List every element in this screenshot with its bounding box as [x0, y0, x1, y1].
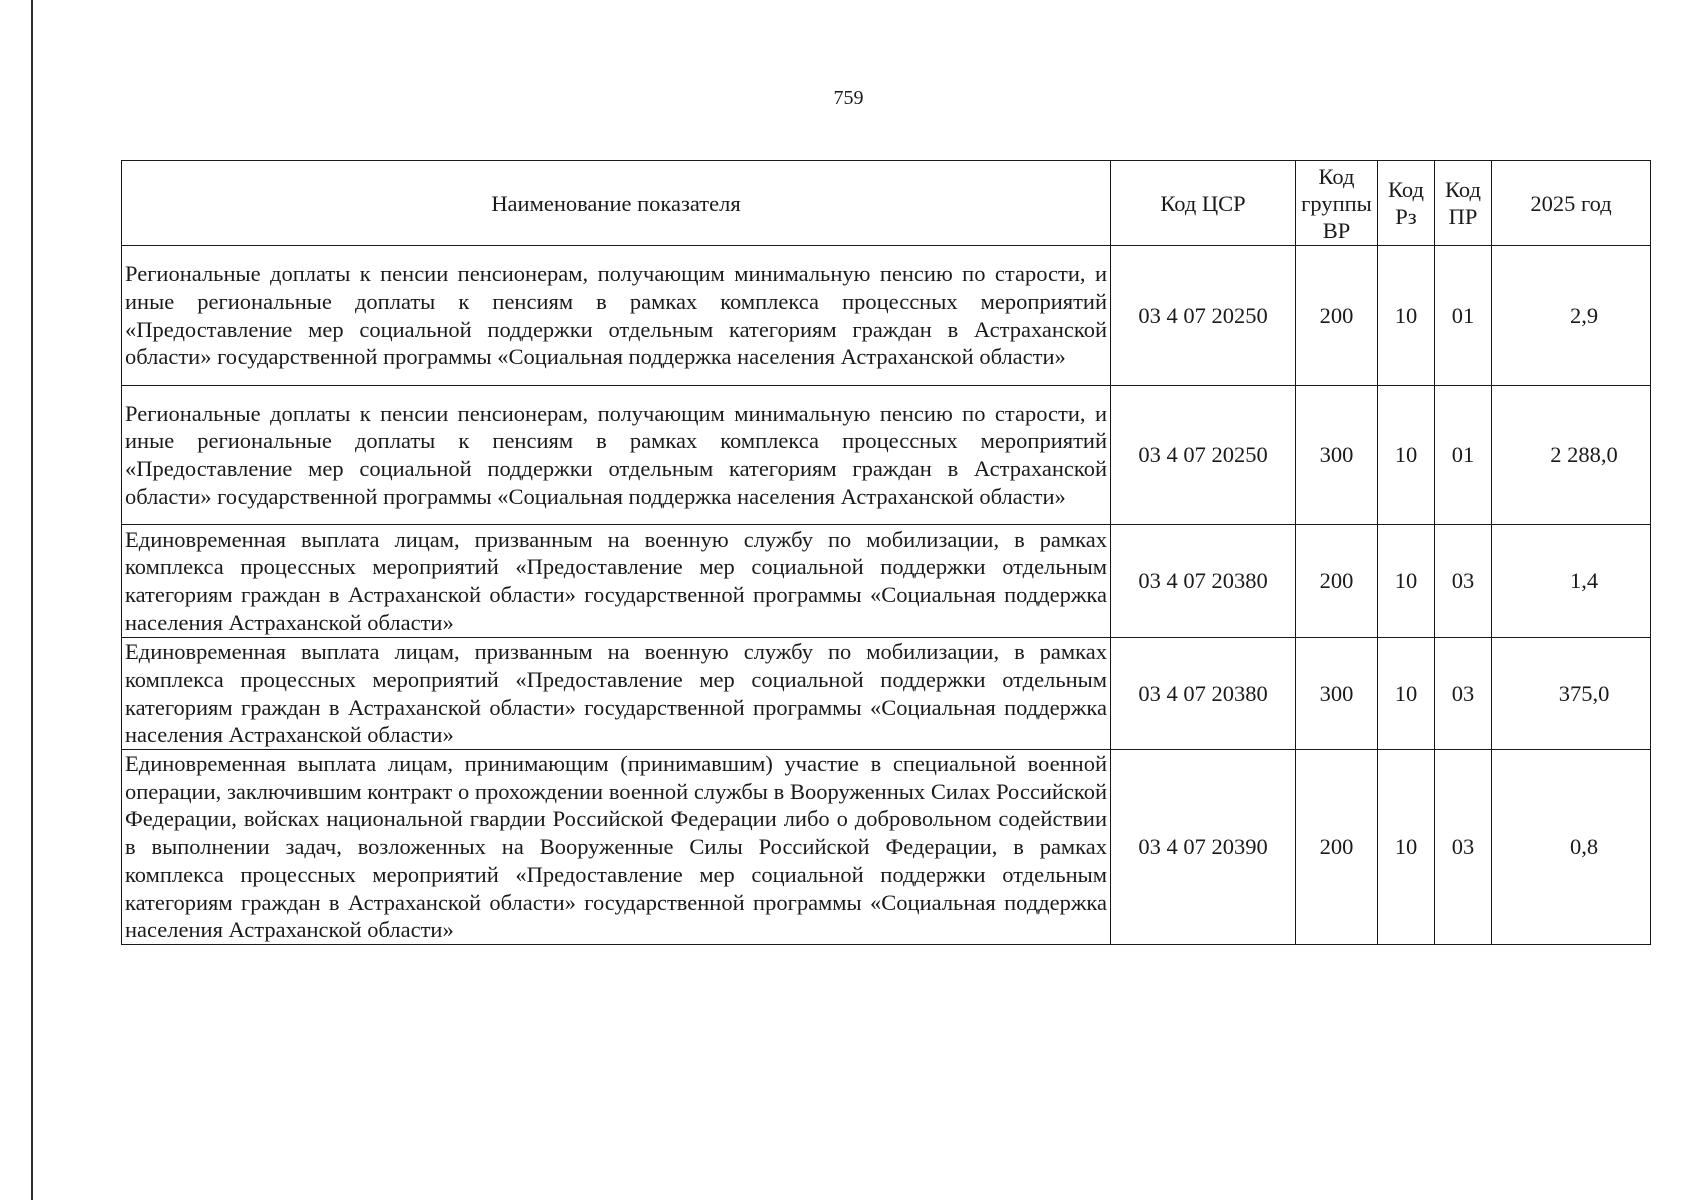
- row-pr: 01: [1435, 246, 1492, 386]
- page-number: 759: [833, 87, 864, 109]
- header-pr: Код ПР: [1435, 161, 1492, 246]
- table-row: [122, 525, 1651, 638]
- row-vr: 200: [1296, 750, 1378, 945]
- row-name: Единовременная выплата лицам, принимающим (принимавшим) участие в специальной военной операции, заключившим контракт о прохождении военной службы в Вооруженных Силах Российской Федерации, войсках национальной гвардии Российской Федерации либо о добровольном содействии в выполнении задач, возложенных на Вооруженные Силы Российской Федерации, в рамках комплекса процессных мероприятий «Предоставление мер социальной поддержки отдельным категориям граждан в Астраханской области» государственной программы «Социальная поддержка населения Астраханской области»: [122, 750, 1111, 945]
- row-amount: 375,0: [1492, 638, 1651, 750]
- row-vr: 300: [1296, 386, 1378, 525]
- row-name: Единовременная выплата лицам, призванным на военную службу по мобилизации, в рамках комплекса процессных мероприятий «Предоставление мер социальной поддержки отдельным категориям граждан в Астраханской области» государственной программы «Социальная поддержка населения Астраханской области»: [122, 638, 1111, 750]
- row-csr: 03 4 07 20380: [1111, 525, 1296, 638]
- row-csr: 03 4 07 20380: [1111, 638, 1296, 750]
- row-vr: 200: [1296, 525, 1378, 638]
- row-amount: 2,9: [1492, 246, 1651, 386]
- row-pr: 03: [1435, 638, 1492, 750]
- row-amount: 2 288,0: [1492, 386, 1651, 525]
- row-vr: 200: [1296, 246, 1378, 386]
- row-vr: 300: [1296, 638, 1378, 750]
- row-rz: 10: [1378, 750, 1435, 945]
- row-name: Региональные доплаты к пенсии пенсионерам, получающим минимальную пенсию по старости, и иные региональные доплаты к пенсиям в рамках комплекса процессных мероприятий «Предоставление мер социальной поддержки отдельным категориям граждан в Астраханской области» государственной программы «Социальная поддержка населения Астраханской области»: [122, 386, 1111, 525]
- table-header: [122, 161, 1651, 246]
- header-year: 2025 год: [1492, 161, 1651, 246]
- header-csr: Код ЦСР: [1111, 161, 1296, 246]
- header-row: [122, 161, 1651, 246]
- header-name: Наименование показателя: [122, 161, 1111, 246]
- row-csr: 03 4 07 20250: [1111, 386, 1296, 525]
- row-pr: 01: [1435, 386, 1492, 525]
- row-amount: 1,4: [1492, 525, 1651, 638]
- header-vr: Код группы ВР: [1296, 161, 1378, 246]
- row-pr: 03: [1435, 525, 1492, 638]
- row-rz: 10: [1378, 525, 1435, 638]
- row-name: Региональные доплаты к пенсии пенсионерам, получающим минимальную пенсию по старости, и иные региональные доплаты к пенсиям в рамках комплекса процессных мероприятий «Предоставление мер социальной поддержки отдельным категориям граждан в Астраханской области» государственной программы «Социальная поддержка населения Астраханской области»: [122, 246, 1111, 386]
- table-body: [122, 246, 1651, 945]
- table-row: [122, 246, 1651, 386]
- row-rz: 10: [1378, 246, 1435, 386]
- binding-margin-line: [31, 0, 33, 1200]
- row-rz: 10: [1378, 638, 1435, 750]
- row-pr: 03: [1435, 750, 1492, 945]
- row-amount: 0,8: [1492, 750, 1651, 945]
- table-row: [122, 750, 1651, 945]
- row-csr: 03 4 07 20390: [1111, 750, 1296, 945]
- row-csr: 03 4 07 20250: [1111, 246, 1296, 386]
- table-row: [122, 386, 1651, 525]
- row-rz: 10: [1378, 386, 1435, 525]
- budget-table: [121, 160, 1651, 945]
- row-name: Единовременная выплата лицам, призванным на военную службу по мобилизации, в рамках комплекса процессных мероприятий «Предоставление мер социальной поддержки отдельным категориям граждан в Астраханской области» государственной программы «Социальная поддержка населения Астраханской области»: [122, 525, 1111, 638]
- header-rz: Код Рз: [1378, 161, 1435, 246]
- table-row: [122, 638, 1651, 750]
